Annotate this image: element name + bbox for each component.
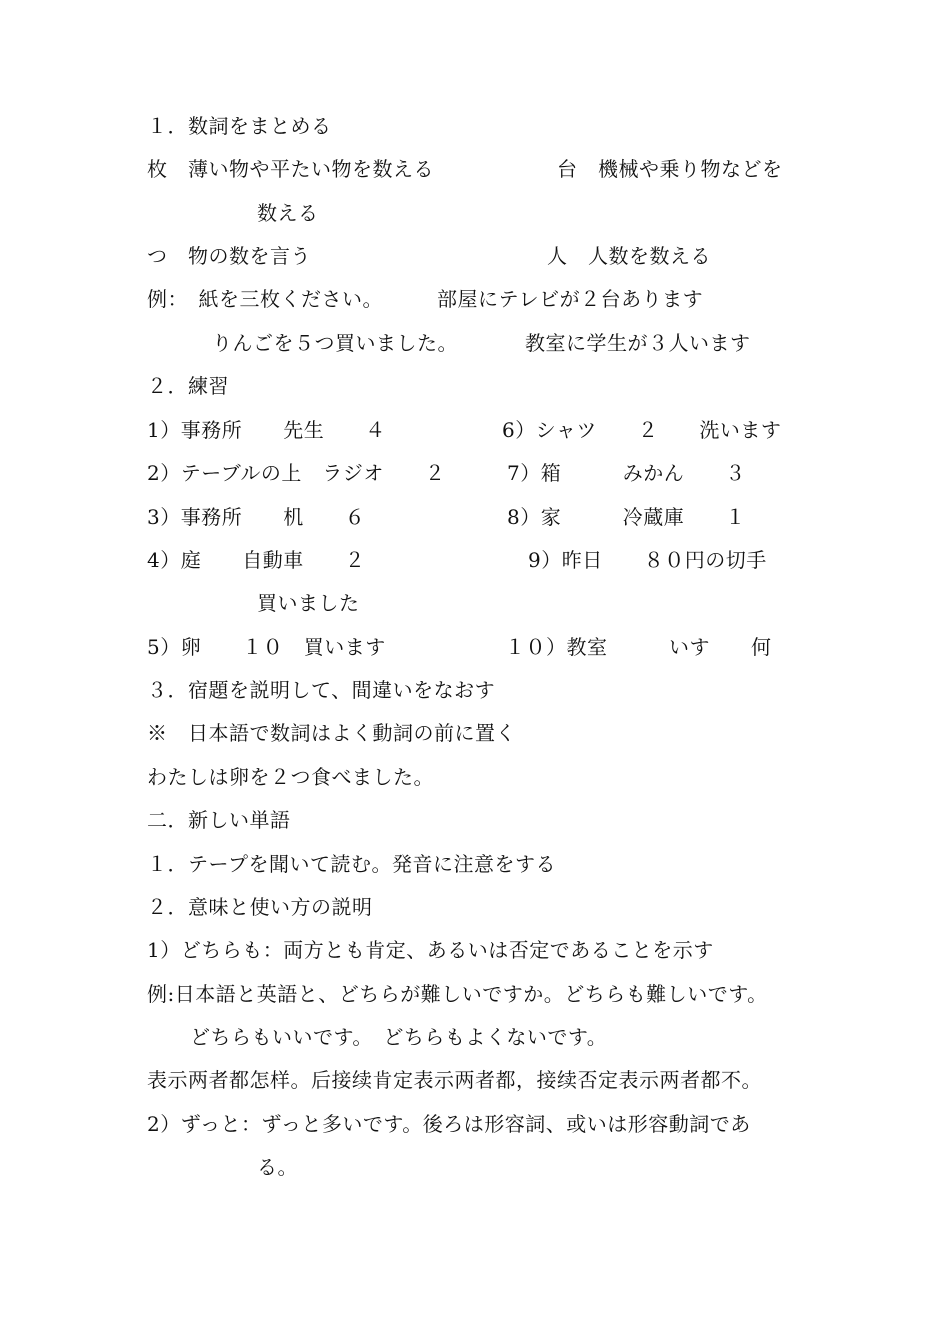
note-example: わたしは卵を２つ食べました。	[147, 765, 434, 789]
example-apple: りんごを５つ買いました。	[212, 331, 458, 355]
section-heading-practice: ２．練習	[147, 374, 229, 398]
practice-item-9: 9）昨日 ８０円の切手	[528, 548, 767, 572]
counter-mai-line: 枚 薄い物や平たい物を数える	[147, 157, 434, 181]
vocab-dochiramo-example-cont: どちらもいいです。 どちらもよくないです。	[190, 1025, 608, 1049]
counter-nin-line: 人 人数を数える	[547, 244, 711, 268]
practice-item-5: 5）卵 １０ 買います	[147, 635, 386, 659]
practice-item-2: 2）テーブルの上 ラジオ ２	[147, 461, 446, 485]
vocab-dochiramo: 1）どちらも：両方とも肯定、あるいは否定であることを示す	[147, 938, 714, 962]
vocab-dochiramo-chinese-note: 表示两者都怎样。后接续肯定表示两者都，接续否定表示两者都不。	[147, 1068, 762, 1092]
practice-item-8: 8）家 冷蔵庫 １	[507, 505, 746, 529]
example-students: 教室に学生が３人います	[525, 331, 751, 355]
practice-item-6: 6）シャツ ２ 洗います	[502, 418, 782, 442]
section-heading-numerals: １．数詞をまとめる	[147, 114, 332, 138]
vocab-zutto-continuation: る。	[257, 1155, 298, 1179]
example-tv: 部屋にテレビが２台あります	[437, 287, 704, 311]
practice-item-7: 7）箱 みかん ３	[507, 461, 746, 485]
note-numeral-position: ※ 日本語で数詞はよく動詞の前に置く	[147, 721, 516, 745]
practice-item-1: 1）事務所 先生 ４	[147, 418, 386, 442]
practice-item-9-continuation: 買いました	[257, 591, 360, 615]
section-heading-homework: ３．宿題を説明して、間違いをなおす	[147, 678, 496, 702]
counter-dai-line: 台 機械や乗り物などを	[557, 157, 783, 181]
example-paper: 例： 紙を三枚ください。	[147, 287, 383, 311]
step-meaning-usage: ２．意味と使い方の説明	[147, 895, 373, 919]
counter-dai-continuation: 数える	[257, 201, 319, 225]
section-heading-new-words: 二．新しい単語	[147, 808, 291, 832]
practice-item-3: 3）事務所 机 ６	[147, 505, 366, 529]
step-listen-read: １．テープを聞いて読む。発音に注意をする	[147, 852, 556, 876]
practice-item-10: １０）教室 いす 何	[505, 635, 772, 659]
vocab-dochiramo-example: 例:日本語と英語と、どちらが難しいですか。どちらも難しいです。	[147, 982, 768, 1006]
practice-item-4: 4）庭 自動車 ２	[147, 548, 366, 572]
counter-tsu-line: つ 物の数を言う	[147, 244, 311, 268]
vocab-zutto: 2）ずっと：ずっと多いです。後ろは形容詞、或いは形容動詞であ	[147, 1112, 751, 1136]
